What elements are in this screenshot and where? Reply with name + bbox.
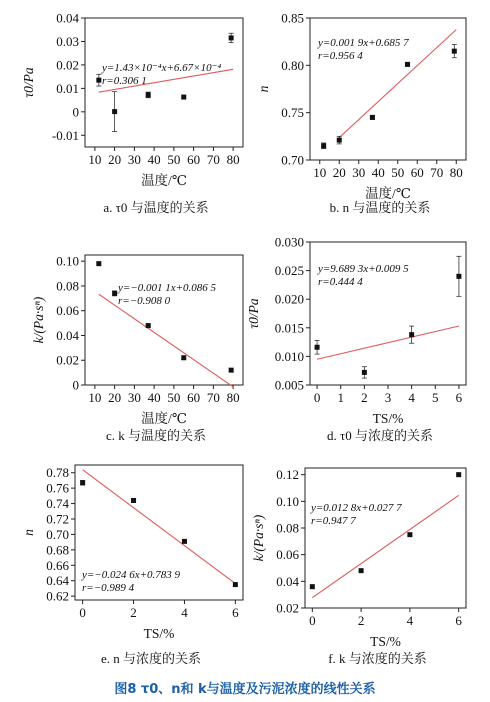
data-point (452, 49, 457, 54)
x-tick-label: 10 (88, 152, 102, 167)
y-tick-label: 0.030 (274, 234, 304, 250)
x-axis-label: 温度/℃ (141, 411, 187, 426)
y-tick-label: 0.01 (56, 80, 79, 96)
y-tick-label: 0.12 (276, 467, 299, 483)
y-axis-label: τ0/Pa (21, 67, 36, 98)
x-tick-label: 30 (127, 152, 141, 167)
data-point (112, 291, 117, 296)
x-axis-label: 温度/℃ (365, 186, 411, 201)
x-tick-label: 50 (167, 152, 181, 167)
data-point (229, 35, 234, 40)
chart-panel-f (251, 467, 466, 666)
x-tick-label: 50 (391, 165, 405, 180)
x-tick-label: 20 (332, 165, 346, 180)
chart-panel-a (21, 11, 243, 216)
chart-panel-c (31, 254, 243, 443)
y-axis-label: n (256, 85, 271, 93)
x-tick-label: 80 (226, 152, 240, 167)
x-tick-label: 4 (406, 613, 414, 628)
equation-label: r=0.956 4 (318, 50, 363, 62)
figure-caption: 图8 τ0、n和 k与温度及污泥浓度的线性关系 (114, 682, 376, 697)
x-tick-label: 3 (384, 390, 392, 405)
y-tick-label: 0.025 (274, 263, 304, 279)
y-tick-label: 0.85 (281, 10, 304, 26)
y-tick-label: 0.66 (46, 557, 69, 573)
y-tick-label: 0.10 (276, 493, 299, 509)
x-tick-label: 20 (108, 152, 122, 167)
x-tick-label: 70 (206, 390, 220, 405)
x-tick-label: 80 (449, 165, 463, 180)
y-tick-label: 0.02 (276, 600, 299, 616)
data-point (337, 138, 342, 143)
y-axis-label: k/(Pa·sⁿ) (31, 296, 46, 344)
subplot-caption: c. k 与温度的关系 (105, 428, 207, 443)
plot-frame (85, 255, 243, 385)
y-tick-label: 0.78 (46, 465, 69, 481)
data-point (233, 582, 238, 587)
y-axis-label: n (21, 529, 36, 536)
x-tick-label: 50 (167, 390, 181, 405)
y-tick-label: 0 (72, 377, 79, 393)
data-point (359, 568, 364, 573)
x-tick-label: 60 (187, 152, 201, 167)
equation-label: r=0.444 4 (318, 276, 363, 288)
x-tick-label: 20 (108, 390, 122, 405)
x-tick-label: 0 (309, 613, 316, 628)
y-tick-label: 0.76 (46, 480, 69, 496)
x-tick-label: 60 (187, 390, 201, 405)
x-axis-label: TS/% (372, 411, 404, 426)
y-tick-label: 0.005 (274, 377, 304, 393)
y-tick-label: 0.015 (274, 320, 304, 336)
equation-label: r=0.947 7 (311, 515, 356, 527)
y-tick-label: 0.10 (56, 253, 79, 269)
data-point (182, 539, 187, 544)
data-point (181, 355, 186, 360)
equation-label: r=−0.908 0 (118, 295, 171, 307)
data-point (96, 261, 101, 266)
y-axis-label: k/(Pa·sⁿ) (251, 514, 266, 562)
fit-line (317, 326, 459, 359)
equation-label: y=0.001 9x+0.685 7 (318, 37, 409, 49)
equation-label: y=1.43×10⁻⁴x+6.67×10⁻⁴ (102, 62, 222, 74)
y-tick-label: 0.75 (281, 105, 304, 121)
y-tick-label: 0.02 (56, 57, 79, 73)
y-tick-label: 0.64 (46, 573, 69, 589)
x-tick-label: 70 (430, 165, 444, 180)
data-point (181, 95, 186, 100)
equation-label: r=−0.989 4 (82, 582, 135, 594)
plot-frame (305, 468, 466, 608)
equation-label: y=−0.001 1x+0.086 5 (118, 282, 217, 294)
chart-panel-e (21, 465, 243, 666)
data-point (321, 143, 326, 148)
data-point (407, 532, 412, 537)
data-point (405, 62, 410, 67)
y-tick-label: 0.02 (56, 352, 79, 368)
chart-panel-b (256, 11, 466, 216)
data-point (456, 274, 461, 279)
data-point (229, 368, 234, 373)
x-tick-label: 2 (130, 605, 137, 620)
x-tick-label: 6 (455, 390, 463, 405)
data-point (310, 584, 315, 589)
data-point (112, 109, 117, 114)
y-axis-label: τ0/Pa (246, 298, 261, 329)
x-tick-label: 0 (79, 605, 86, 620)
x-tick-label: 4 (408, 390, 415, 405)
x-tick-label: 2 (361, 390, 368, 405)
x-tick-label: 2 (357, 613, 365, 628)
y-tick-label: 0.020 (274, 291, 304, 307)
fit-line (99, 294, 233, 387)
x-tick-label: 40 (371, 165, 385, 180)
y-tick-label: 0.62 (46, 588, 69, 604)
x-tick-label: 1 (337, 390, 344, 405)
y-tick-label: 0.06 (276, 547, 299, 563)
x-tick-label: 10 (313, 165, 327, 180)
data-point (96, 78, 101, 83)
x-axis-label: TS/% (370, 634, 401, 649)
y-tick-label: 0.70 (281, 152, 304, 168)
y-tick-label: -0.01 (51, 127, 79, 143)
y-tick-label: 0.04 (56, 327, 79, 343)
data-point (131, 498, 136, 503)
equation-label: y=−0.024 6x+0.783 9 (82, 569, 181, 581)
data-point (315, 345, 320, 350)
data-point (409, 332, 414, 337)
x-axis-label: 温度/℃ (141, 173, 187, 188)
x-tick-label: 40 (147, 152, 161, 167)
y-tick-label: 0.74 (46, 496, 69, 512)
x-tick-label: 70 (206, 152, 220, 167)
equation-label: y=0.012 8x+0.027 7 (311, 502, 402, 514)
x-tick-label: 10 (88, 390, 102, 405)
y-tick-label: 0.68 (46, 542, 69, 558)
y-tick-label: 0.70 (46, 526, 69, 542)
x-tick-label: 6 (232, 605, 239, 620)
y-tick-label: 0.010 (274, 348, 304, 364)
data-point (146, 92, 151, 97)
x-tick-label: 80 (226, 390, 240, 405)
y-tick-label: 0.04 (276, 573, 299, 589)
y-tick-label: 0.08 (276, 520, 299, 536)
x-tick-label: 4 (181, 605, 188, 620)
y-tick-label: 0.03 (56, 33, 79, 49)
data-point (80, 480, 85, 485)
y-tick-label: 0.80 (281, 57, 304, 73)
subplot-caption: a. τ0 与温度的关系 (103, 200, 209, 215)
subplot-caption: b. n 与温度的关系 (329, 200, 431, 215)
x-tick-label: 30 (127, 390, 141, 405)
y-tick-label: 0.04 (56, 10, 79, 26)
x-axis-label: TS/% (143, 626, 175, 641)
x-tick-label: 40 (147, 390, 161, 405)
y-tick-label: 0.06 (56, 303, 79, 319)
x-tick-label: 60 (410, 165, 424, 180)
x-tick-label: 30 (352, 165, 366, 180)
x-tick-label: 6 (455, 613, 462, 628)
subplot-caption: e. n 与浓度的关系 (100, 651, 202, 666)
y-tick-label: 0.08 (56, 278, 79, 294)
x-tick-label: 5 (432, 390, 439, 405)
subplot-caption: f. k 与浓度的关系 (328, 651, 427, 666)
fit-line (83, 470, 236, 584)
chart-panel-d (246, 235, 466, 444)
x-tick-label: 0 (313, 390, 321, 405)
data-point (146, 323, 151, 328)
data-point (370, 115, 375, 120)
y-tick-label: 0.72 (46, 511, 69, 527)
y-tick-label: 0 (72, 104, 79, 120)
subplot-caption: d. τ0 与浓度的关系 (327, 428, 433, 443)
data-point (456, 472, 461, 477)
data-point (362, 370, 367, 375)
equation-label: r=0.306 1 (102, 75, 147, 87)
equation-label: y=9.689 3x+0.009 5 (318, 263, 409, 275)
